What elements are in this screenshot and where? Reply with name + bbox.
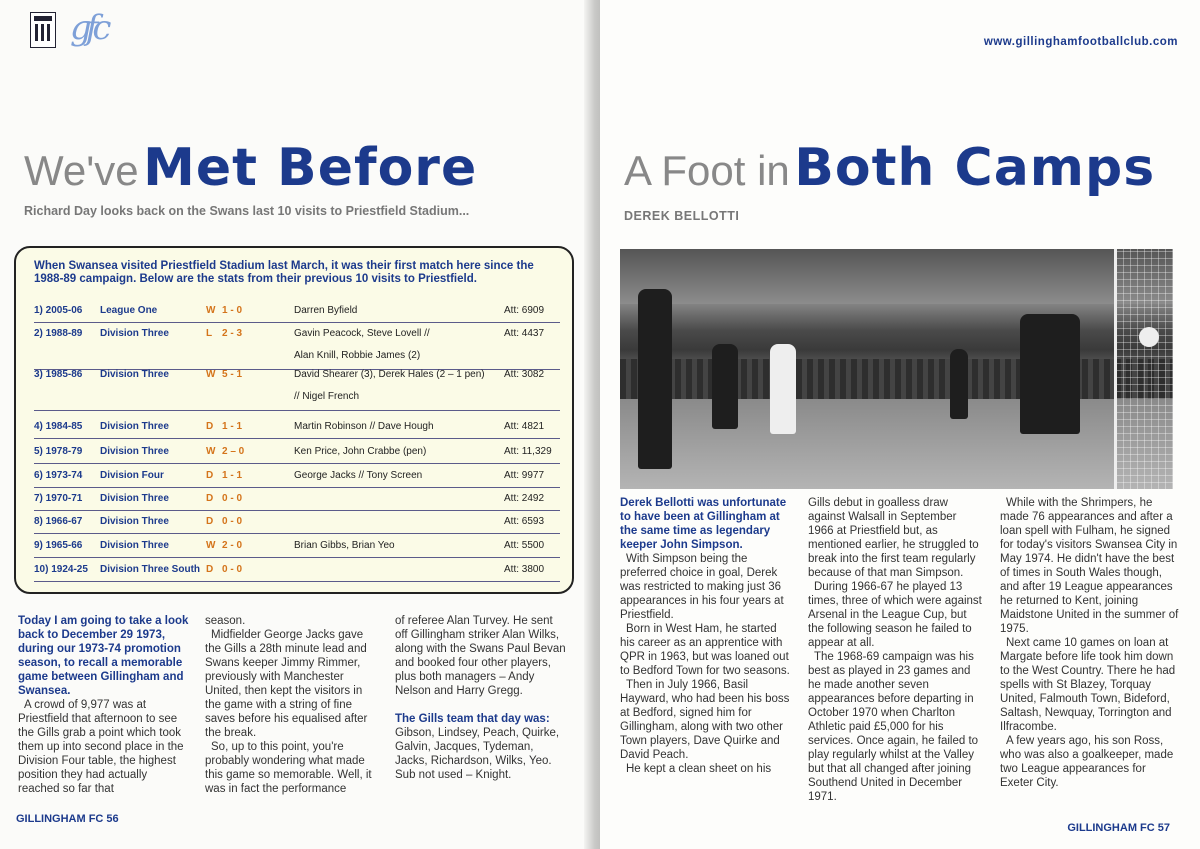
row-score: 1 - 1 [222, 421, 243, 432]
row-scorers: Brian Gibbs, Brian Yeo [294, 540, 395, 551]
row-scorers: Martin Robinson // Dave Hough [294, 421, 434, 432]
row-result: W [206, 540, 216, 551]
paragraph: During 1966-67 he played 13 times, three of which were against Arsenal in the League Cup, but the following season he failed to appear at all. [808, 581, 982, 649]
stats-row [34, 441, 560, 464]
row-score: 0 - 0 [222, 516, 243, 527]
row-score: 2 – 0 [222, 446, 245, 457]
row-score: 5 - 1 [222, 369, 243, 380]
stats-row [34, 559, 560, 582]
stats-row [34, 323, 560, 370]
row-attendance: Att: 3082 [504, 369, 545, 380]
team-heading: The Gills team that day was: [395, 713, 550, 725]
paragraph: Next came 10 games on loan at Margate before life took him down to the West Country. There he had spells with St Blazey, Torquay United, Falmouth Town, Bideford, Saltash, Newquay, Torrington and Ilfracombe. [1000, 637, 1176, 733]
right-column-2 [808, 496, 983, 804]
row-division: Division Three [100, 493, 169, 504]
row-scorers: Gavin Peacock, Steve Lovell // [294, 328, 430, 339]
club-crest-icon [30, 12, 56, 48]
page-title-both-camps [624, 138, 1155, 198]
row-scorers: George Jacks // Tony Screen [294, 470, 423, 481]
football [1139, 327, 1159, 347]
title-light: A Foot in [624, 147, 790, 194]
row-scorers: Darren Byfield [294, 305, 358, 316]
paragraph: A few years ago, his son Ross, who was also a goalkeeper, made two League appearances for Exeter City. [1000, 735, 1174, 789]
article-subtitle: Richard Day looks back on the Swans last 10 visits to Priestfield Stadium... [24, 204, 470, 218]
stats-row [34, 465, 560, 488]
paragraph: While with the Shrimpers, he made 76 appearances and after a loan spell with Fulham, he signed for today's visitors Swansea City in May 1974. He didn't have the best of times in South Wales though, and after 19 League appearances he returned to Kent, joining Maidstone United in the summer of 1975. [1000, 497, 1179, 635]
row-number: 5) 1978-79 [34, 446, 83, 457]
row-number: 10) 1924-25 [34, 564, 88, 575]
row-result: D [206, 564, 214, 575]
goal-net [1114, 249, 1173, 489]
row-score: 0 - 0 [222, 493, 243, 504]
title-bold: Met Before [143, 138, 478, 198]
row-score: 2 - 3 [222, 328, 243, 339]
row-attendance: Att: 4437 [504, 328, 545, 339]
column-lead: Today I am going to take a look back to December 29 1973, during our 1973-74 promotion season, to recall a memorable game between Gillingham and Swansea. [18, 615, 189, 697]
row-division: Division Three [100, 446, 169, 457]
stats-row [34, 511, 560, 534]
row-number: 9) 1965-66 [34, 540, 83, 551]
paragraph: A crowd of 9,977 was at Priestfield that afternoon to see the Gills grab a point which took them up into second place in the Division Four table, the highest position they had actually reached so far that [18, 699, 184, 795]
row-number: 8) 1966-67 [34, 516, 83, 527]
row-attendance: Att: 6593 [504, 516, 545, 527]
row-result: D [206, 470, 214, 481]
row-score: 0 - 0 [222, 564, 243, 575]
row-score: 2 - 0 [222, 540, 243, 551]
row-scorers: Ken Price, John Crabbe (pen) [294, 446, 427, 457]
left-column-3 [395, 614, 567, 782]
row-result: D [206, 516, 214, 527]
row-result: W [206, 305, 216, 316]
row-number: 7) 1970-71 [34, 493, 83, 504]
team-list: Gibson, Lindsey, Peach, Quirke, Galvin, Jacques, Tydeman, Jacks, Richardson, Wilks, Yeo. [395, 727, 560, 767]
row-result: W [206, 369, 216, 380]
stats-row [34, 416, 560, 439]
title-light: We've [24, 147, 139, 194]
website-url: www.gillinghamfootballclub.com [983, 36, 1178, 48]
right-column-3 [1000, 496, 1180, 790]
paragraph: of referee Alan Turvey. He sent off Gillingham striker Alan Wilks, along with the Swans Paul Bevan and booked four other players, plus both managers – Andy Nelson and Harry Gregg. [395, 615, 566, 697]
row-division: Division Three [100, 328, 169, 339]
row-result: D [206, 421, 214, 432]
left-column-1 [18, 614, 190, 796]
row-division: Division Three [100, 421, 169, 432]
row-result: L [206, 328, 213, 339]
page-title-met-before [24, 138, 477, 198]
left-page [0, 0, 596, 849]
match-photo [620, 249, 1173, 489]
row-division: Division Four [100, 470, 164, 481]
left-column-2 [205, 614, 377, 796]
column-lead: Derek Bellotti was unfortunate to have been at Gillingham at the same time as legendary keeper John Simpson. [620, 497, 787, 551]
row-attendance: Att: 3800 [504, 564, 545, 575]
article-author: DEREK BELLOTTI [624, 209, 740, 223]
stats-row [34, 488, 560, 511]
row-scorers-continued: Alan Knill, Robbie James (2) [294, 350, 421, 361]
row-attendance: Att: 5500 [504, 540, 545, 551]
row-number: 2) 1988-89 [34, 328, 83, 339]
stats-row [34, 535, 560, 558]
right-page [600, 0, 1200, 849]
row-division: Division Three [100, 369, 169, 380]
row-division: Division Three [100, 540, 169, 551]
stats-box [14, 246, 574, 594]
paragraph: Midfielder George Jacks gave the Gills a 28th minute lead and Swans keeper Jimmy Rimmer, previously with Manchester United, then kept the visitors in the game with a string of fine saves before his equalised after the break. [205, 629, 368, 739]
row-result: D [206, 493, 214, 504]
gfc-monogram-icon: gfc [70, 8, 106, 48]
paragraph: He kept a clean sheet on his [626, 763, 772, 775]
row-attendance: Att: 9977 [504, 470, 545, 481]
sub-note: Sub not used – Knight. [395, 769, 512, 781]
row-score: 1 - 0 [222, 305, 243, 316]
page-footer: GILLINGHAM FC 57 [1067, 822, 1170, 834]
paragraph: So, up to this point, you're probably wondering what made this game so memorable. Well, it was in fact the performance [205, 741, 372, 795]
row-attendance: Att: 11,329 [504, 446, 552, 457]
row-score: 1 - 1 [222, 470, 243, 481]
row-attendance: Att: 4821 [504, 421, 545, 432]
page-footer: GILLINGHAM FC 56 [16, 813, 119, 825]
row-number: 3) 1985-86 [34, 369, 83, 380]
row-attendance: Att: 6909 [504, 305, 545, 316]
row-attendance: Att: 2492 [504, 493, 545, 504]
paragraph: With Simpson being the preferred choice in goal, Derek was restricted to making just 36 appearances in his four years at Priestfield. [620, 553, 784, 621]
title-bold: Both Camps [794, 138, 1156, 198]
row-division: Division Three South [100, 564, 201, 575]
row-result: W [206, 446, 216, 457]
right-column-1 [620, 496, 792, 776]
row-number: 4) 1984-85 [34, 421, 83, 432]
row-scorers-continued: // Nigel French [294, 391, 360, 402]
row-division: League One [100, 305, 158, 316]
paragraph: The 1968-69 campaign was his best as played in 23 games and he made another seven appearances before departing in October 1970 when Charlton Athletic paid £5,000 for his services. Once again, he failed to play regularly whilst at the Valley but that all changed after joining Southend United in December 1971. [808, 651, 979, 803]
paragraph: Gills debut in goalless draw against Walsall in September 1966 at Priestfield but, as mentioned earlier, he struggled to break into the first team regularly because of that man Simpson. [808, 497, 979, 579]
paragraph: Then in July 1966, Basil Hayward, who had been his boss at Bedford, signed him for Gillingham, along with two other Town players, Dave Quirke and David Peach. [620, 679, 790, 761]
row-division: Division Three [100, 516, 169, 527]
stats-intro: When Swansea visited Priestfield Stadium last March, it was their first match here since the 1988-89 campaign. Below are the stats from their previous 10 visits to Priestfield. [34, 260, 534, 285]
row-number: 1) 2005-06 [34, 305, 83, 316]
paragraph: Born in West Ham, he started his career as an apprentice with QPR in 1963, but was loaned out to Bedford Town for two seasons. [620, 623, 790, 677]
stats-row [34, 364, 560, 411]
row-scorers: David Shearer (3), Derek Hales (2 – 1 pen) [294, 369, 485, 380]
paragraph: season. [205, 615, 246, 627]
row-number: 6) 1973-74 [34, 470, 83, 481]
stats-row [34, 300, 560, 323]
